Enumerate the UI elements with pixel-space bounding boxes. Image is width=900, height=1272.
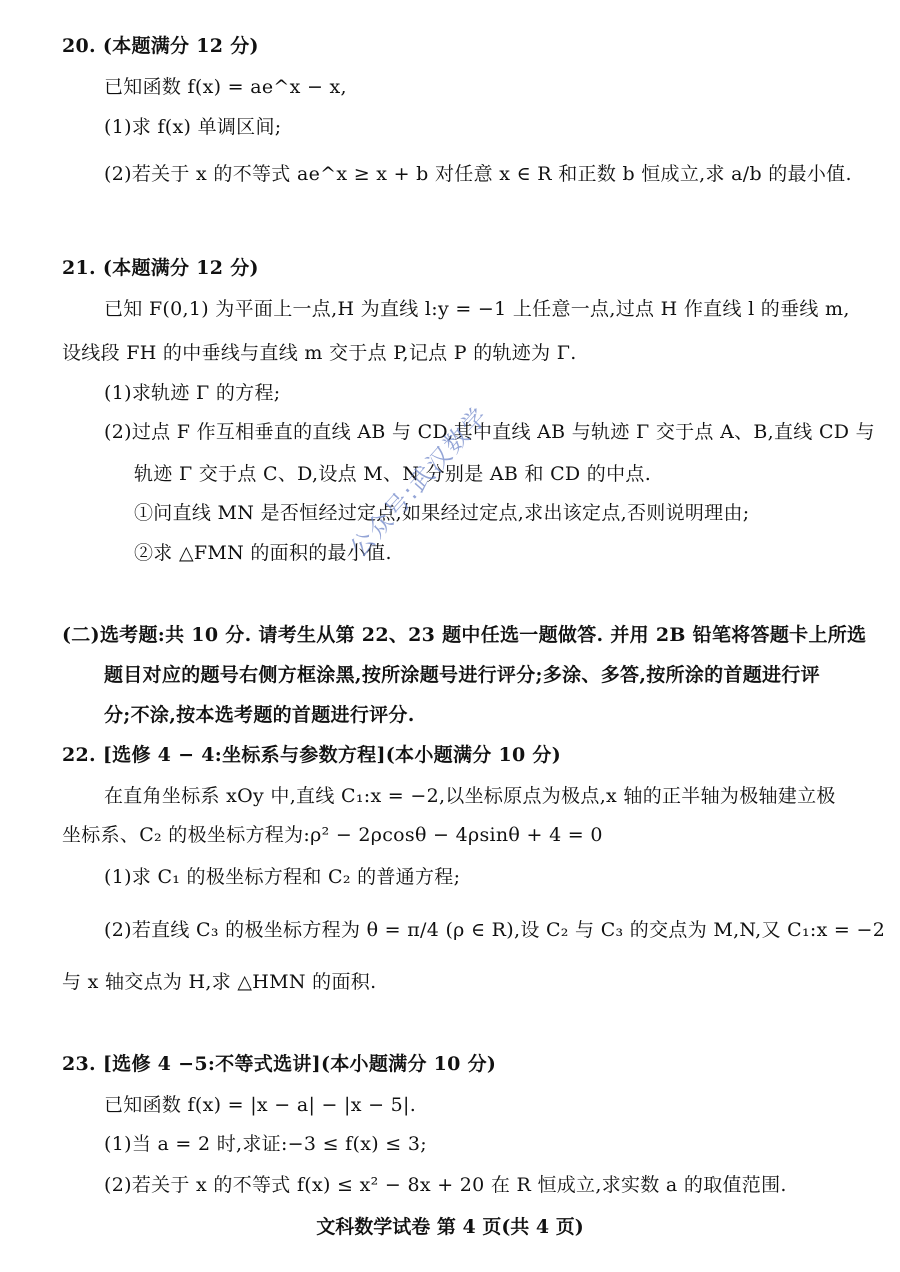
q20-part2: (2)若关于 x 的不等式 ae^x ≥ x + b 对任意 x ∈ R 和正数 b 恒成立,求 a/b 的最小值.: [104, 163, 852, 185]
q21-header: 21. (本题满分 12 分): [62, 257, 259, 279]
q21-subquestion-2: ②求 △FMN 的面积的最小值.: [134, 542, 392, 564]
q21-stem-line2: 设线段 FH 的中垂线与直线 m 交于点 P,记点 P 的轨迹为 Γ.: [62, 342, 577, 364]
elective-instructions-line2: 题目对应的题号右侧方框涂黑,按所涂题号进行评分;多涂、多答,按所涂的首题进行评: [104, 664, 820, 686]
q23-stem: 已知函数 f(x) = |x − a| − |x − 5|.: [104, 1094, 417, 1116]
q20-header: 20. (本题满分 12 分): [62, 35, 259, 57]
q23-part2: (2)若关于 x 的不等式 f(x) ≤ x² − 8x + 20 在 R 恒成立,求实数 a 的取值范围.: [104, 1174, 787, 1196]
q21-part1: (1)求轨迹 Γ 的方程;: [104, 382, 281, 404]
q22-header: 22. [选修 4 − 4:坐标系与参数方程](本小题满分 10 分): [62, 744, 562, 766]
q21-subquestion-1: ①问直线 MN 是否恒经过定点,如果经过定点,求出该定点,否则说明理由;: [134, 502, 750, 524]
q21-part2-line2: 轨迹 Γ 交于点 C、D,设点 M、N 分别是 AB 和 CD 的中点.: [134, 463, 652, 485]
elective-instructions-line3: 分;不涂,按本选考题的首题进行评分.: [104, 704, 415, 726]
q22-part2-line2: 与 x 轴交点为 H,求 △HMN 的面积.: [62, 971, 377, 993]
watermark-text: 公众号:武汉数学: [344, 401, 494, 563]
q22-part2-line1: (2)若直线 C₃ 的极坐标方程为 θ = π/4 (ρ ∈ R),设 C₂ 与 C₃ 的交点为 M,N,又 C₁:x = −2: [104, 919, 886, 941]
q23-header: 23. [选修 4 −5:不等式选讲](本小题满分 10 分): [62, 1053, 497, 1075]
q21-part2-line1: (2)过点 F 作互相垂直的直线 AB 与 CD,其中直线 AB 与轨迹 Γ 交于点 A、B,直线 CD 与: [104, 421, 875, 443]
q20-part1: (1)求 f(x) 单调区间;: [104, 116, 282, 138]
q20-stem: 已知函数 f(x) = ae^x − x,: [104, 76, 347, 98]
elective-instructions-line1: (二)选考题:共 10 分. 请考生从第 22、23 题中任选一题做答. 并用 2B 铅笔将答题卡上所选: [62, 624, 867, 646]
q22-part1: (1)求 C₁ 的极坐标方程和 C₂ 的普通方程;: [104, 866, 461, 888]
q22-stem-line2: 坐标系、C₂ 的极坐标方程为:ρ² − 2ρcosθ − 4ρsinθ + 4 = 0: [62, 824, 603, 846]
q21-stem-line1: 已知 F(0,1) 为平面上一点,H 为直线 l:y = −1 上任意一点,过点 H 作直线 l 的垂线 m,: [104, 298, 850, 320]
q22-stem-line1: 在直角坐标系 xOy 中,直线 C₁:x = −2,以坐标原点为极点,x 轴的正半轴为极轴建立极: [104, 785, 836, 807]
page-footer: 文科数学试卷 第 4 页(共 4 页): [316, 1216, 584, 1238]
q23-part1: (1)当 a = 2 时,求证:−3 ≤ f(x) ≤ 3;: [104, 1133, 427, 1155]
